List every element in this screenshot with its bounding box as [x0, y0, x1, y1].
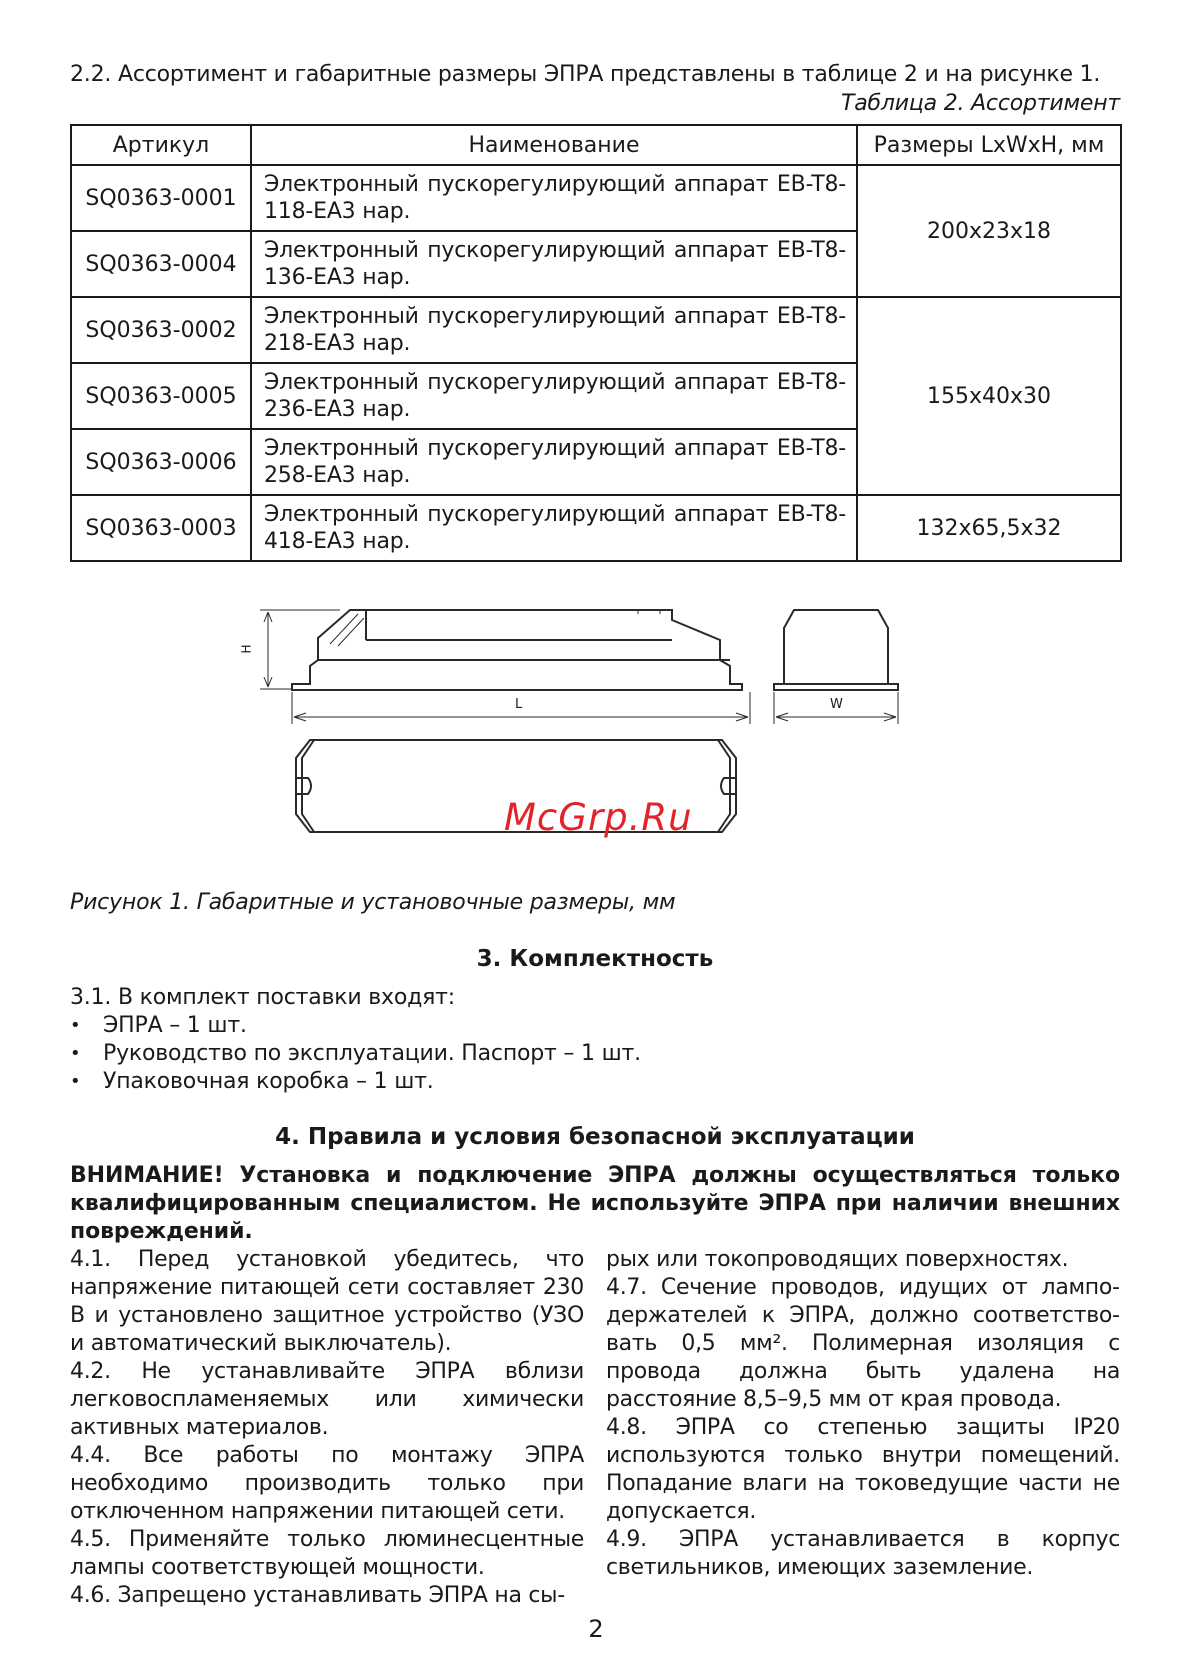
- section-4-title: 4. Правила и условия безопасной эксплуатации: [275, 1124, 915, 1150]
- header-size: Размеры LxWxH, мм: [857, 125, 1121, 165]
- rules-left-column: [70, 1246, 584, 1610]
- rule-paragraph: 4.1. Перед установкой убедитесь, что напряжение питающей сети составляет 230 В и установлено защитное устройство (УЗО и автоматический выключатель).: [70, 1247, 584, 1356]
- article-cell: SQ0363-0006: [71, 429, 251, 495]
- width-label: W: [830, 697, 843, 712]
- table-row: [71, 495, 1121, 561]
- intro-paragraph: 2.2. Ассортимент и габаритные размеры ЭПРА представлены в таблице 2 и на рисунке 1.: [70, 62, 1101, 87]
- document-page: [70, 60, 1120, 1610]
- height-label: H: [239, 644, 254, 654]
- size-cell: 200x23x18: [857, 165, 1121, 297]
- section-3-title: 3. Комплектность: [476, 946, 714, 972]
- rule-paragraph: 4.2. Не устанавливайте ЭПРА вблизи легковоспламеняемых или химически активных материалов.: [70, 1359, 584, 1440]
- rule-paragraph: 4.7. Сечение проводов, идущих от ламподержателей к ЭПРА, должно соответствовать 0,5 мм². Полимерная изоляция с провода должна быть удалена на расстояние 8,5–9,5 мм от края провода.: [606, 1275, 1120, 1412]
- watermark-text: McGrp.Ru: [504, 796, 693, 839]
- list-item: • ЭПРА – 1 шт.: [70, 1012, 1120, 1040]
- assortment-table: [70, 124, 1122, 562]
- dimension-figure: [70, 600, 1120, 890]
- header-article: Артикул: [71, 125, 251, 165]
- rule-paragraph: 4.6. Запрещено устанавливать ЭПРА на сы-: [70, 1583, 565, 1608]
- article-cell: SQ0363-0003: [71, 495, 251, 561]
- rules-columns: [70, 1246, 1120, 1610]
- rule-paragraph: 4.5. Применяйте только люминесцентные лампы соответствующей мощности.: [70, 1527, 584, 1580]
- article-cell: SQ0363-0005: [71, 363, 251, 429]
- table-header-row: [71, 125, 1121, 165]
- size-cell: 155x40x30: [857, 297, 1121, 495]
- size-cell: 132x65,5x32: [857, 495, 1121, 561]
- name-cell: Электронный пускорегулирующий аппарат EB-T8-218-EA3 нар.: [251, 297, 857, 363]
- name-cell: Электронный пускорегулирующий аппарат EB-T8-236-EA3 нар.: [251, 363, 857, 429]
- list-item: • Руководство по эксплуатации. Паспорт – 1 шт.: [70, 1040, 1120, 1068]
- ballast-drawing: [70, 600, 1120, 890]
- rule-paragraph: 4.8. ЭПРА со степенью защиты IP20 используются только внутри помещений. Попадание влаги на токоведущие части не допускается.: [606, 1415, 1120, 1524]
- figure-caption: Рисунок 1. Габаритные и установочные размеры, мм: [70, 890, 676, 915]
- name-cell: Электронный пускорегулирующий аппарат EB-T8-258-EA3 нар.: [251, 429, 857, 495]
- rules-right-column: [606, 1246, 1120, 1610]
- article-cell: SQ0363-0001: [71, 165, 251, 231]
- kit-intro: 3.1. В комплект поставки входят:: [70, 985, 455, 1010]
- table-row: [71, 297, 1121, 363]
- list-item: • Упаковочная коробка – 1 шт.: [70, 1068, 1120, 1096]
- page-number: 2: [588, 1615, 604, 1643]
- kit-list: [70, 1012, 1120, 1096]
- rule-paragraph: 4.4. Все работы по монтажу ЭПРА необходимо производить только при отключенном напряжении питающей сети.: [70, 1443, 584, 1524]
- rule-paragraph: рых или токопроводящих поверхностях.: [606, 1247, 1069, 1272]
- length-label: L: [515, 697, 523, 712]
- article-cell: SQ0363-0004: [71, 231, 251, 297]
- name-cell: Электронный пускорегулирующий аппарат EB-T8-118-EA3 нар.: [251, 165, 857, 231]
- header-name: Наименование: [251, 125, 857, 165]
- table-row: [71, 165, 1121, 231]
- warning-paragraph: ВНИМАНИЕ! Установка и подключение ЭПРА должны осуществляться только квалифицированным специалистом. Не используйте ЭПРА при наличии внешних повреждений.: [70, 1163, 1120, 1244]
- side-view-drawing: [260, 610, 750, 724]
- table-caption: Таблица 2. Ассортимент: [841, 91, 1120, 116]
- name-cell: Электронный пускорегулирующий аппарат EB-T8-418-EA3 нар.: [251, 495, 857, 561]
- rule-paragraph: 4.9. ЭПРА устанавливается в корпус светильников, имеющих заземление.: [606, 1527, 1120, 1580]
- name-cell: Электронный пускорегулирующий аппарат EB-T8-136-EA3 нар.: [251, 231, 857, 297]
- article-cell: SQ0363-0002: [71, 297, 251, 363]
